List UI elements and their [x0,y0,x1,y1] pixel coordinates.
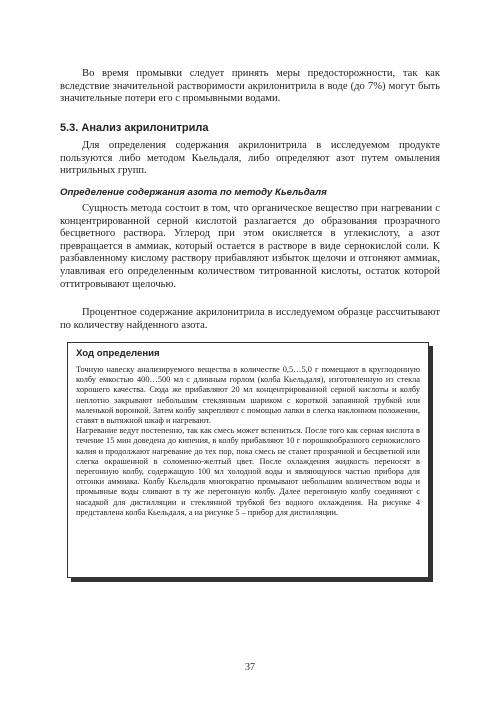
method-paragraph-1: Сущность метода состоит в том, что органическое вещество при нагревании с концентрированной серной кислотой разлагается до образования прозрачного бесцветного раствора. Углерод при этом окисляется в углекислоту, а азот превращается в аммиак, который остается в растворе в виде сернокислой соли. К разбавленному кислому раствору прибавляют избыток щелочи и отгоняют аммиак, улавливая его определенным количеством титрованной кислоты, остаток которой оттитровывают щелочью. [60,203,440,290]
method-paragraph-2: Процентное содержание акрилонитрила в исследуемом образце рассчитывают по количеству найденного азота. [60,307,440,331]
procedure-box [67,342,429,578]
section-heading: 5.3. Анализ акрилонитрила [60,122,209,134]
section-paragraph: Для определения содержания акрилонитрила в исследуемом продукте пользуются либо методом Кьельдаля, либо определяют азот путем омыления нитрильных групп. [60,140,440,177]
subsection-heading: Определение содержания азота по методу Кьельдаля [60,187,327,198]
procedure-paragraph-2: Нагревание ведут постепенно, так как смесь может вспениться. После того как серная кислота в течение 15 мин доведена до кипения, в колбу прибавляют 10 г порошкообразного сернокислого калия и продолжают нагревание до тех пор, пока смесь не станет прозрачной и бесцветной или слегка окрашенной в соломенно-желтый цвет. После охлаждения жидкость переносят в перегонную колбу, содержащую 100 мл холодной воды и являющуюся частью прибора для отгонки аммиака. Колбу Кьельдаля многократно промывают небольшим количеством воды и промывные воды сливают в ту же перегонную колбу. Далее перегонную колбу соединяют с насадкой для дистилляции и стеклянной трубкой без водного охлаждения. На рисунке 4 представлена колба Кьельдаля, а на рисунке 5 – прибор для дистилляции. [76,426,420,517]
page-number: 37 [245,662,255,673]
procedure-box-title: Ход определения [76,348,160,359]
intro-paragraph: Во время промывки следует принять меры предосторожности, так как вследствие значительной растворимости акрилонитрила в воде (до 7%) могут быть значительные потери его с промывными водами. [60,68,440,105]
procedure-paragraph-1: Точную навеску анализируемого вещества в количестве 0,5…5,0 г помещают в круглодонную колбу емкостью 400…500 мл с длинным горлом (колба Кьельдаля), изготовленную из стекла хорошего качества. Сюда же прибавляют 20 мл концентрированной серной кислоты и колбу неплотно закрывают небольшим стеклянным шариком с короткой запаянной трубкой или маленькой воронкой. Затем колбу закрепляют с помощью лапки в слегка наклонном положении, ставят в вытяжной шкаф и нагревают. [76,365,420,426]
